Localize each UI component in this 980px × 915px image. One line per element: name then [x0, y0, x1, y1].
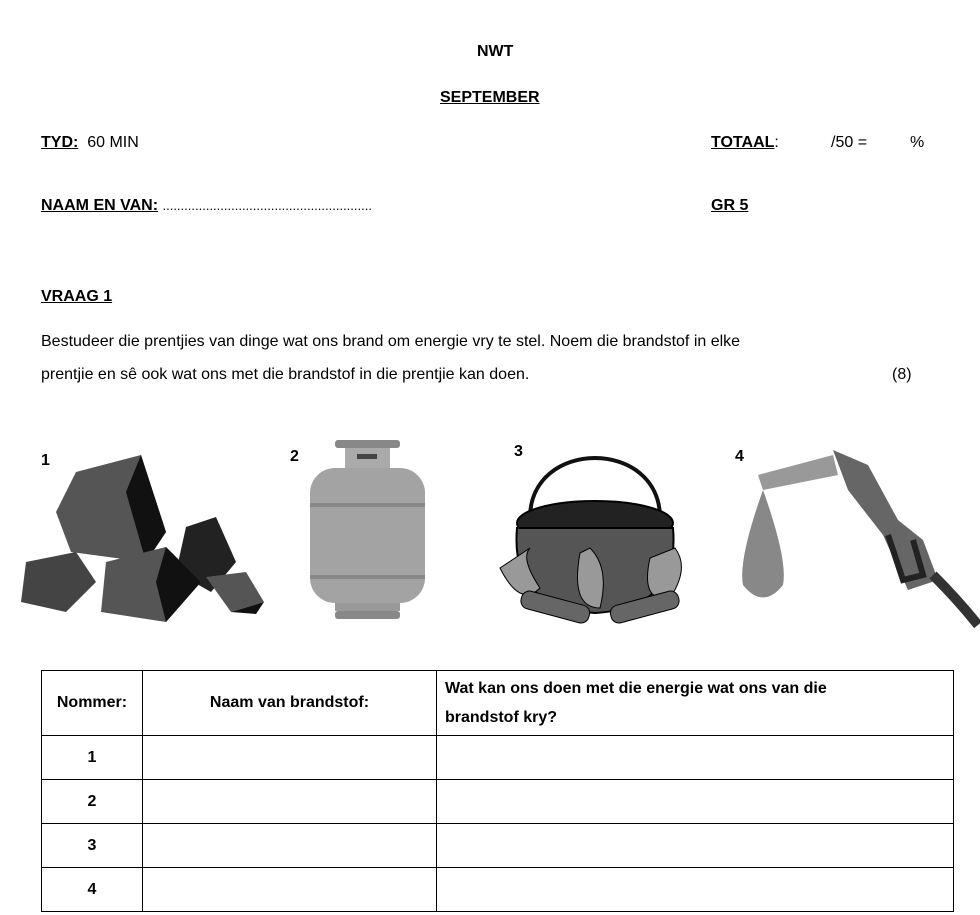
picture-number: 1: [41, 452, 50, 469]
fuel-name-cell[interactable]: [143, 780, 437, 824]
percent-sign: %: [910, 134, 925, 151]
fuel-nozzle-icon: [728, 440, 980, 630]
table-row: [42, 736, 954, 780]
subject-title: NWT: [477, 43, 514, 60]
row-number: 3: [42, 824, 143, 868]
picture-number: 2: [290, 448, 299, 465]
energy-use-cell[interactable]: [437, 736, 954, 780]
row-number: 4: [42, 868, 143, 912]
time-field: [41, 134, 139, 152]
table-row: [42, 868, 954, 912]
question-marks: (8): [892, 366, 912, 383]
table-row: [42, 824, 954, 868]
grade-label: GR 5: [711, 197, 749, 214]
table-row: [42, 780, 954, 824]
header-number: Nommer:: [42, 671, 143, 736]
row-number: 1: [42, 736, 143, 780]
question-title: VRAAG 1: [41, 288, 113, 305]
question-text-line2: prentjie en sê ook wat ons met die brandstof in die prentjie kan doen.: [41, 366, 530, 383]
name-blank[interactable]: ..........................................................: [162, 198, 372, 213]
total-colon: :: [774, 134, 779, 151]
coal-icon: [16, 452, 266, 622]
header-fuel-name: Naam van brandstof:: [143, 671, 437, 736]
total-field: [711, 134, 779, 152]
total-score: /50 =: [831, 134, 868, 151]
fuel-name-cell[interactable]: [143, 736, 437, 780]
row-number: 2: [42, 780, 143, 824]
month-title: SEPTEMBER: [440, 89, 540, 106]
name-field: [41, 197, 372, 215]
header-energy-use-line2: brandstof kry?: [445, 709, 558, 726]
question-text-line1: Bestudeer die prentjies van dinge wat ons brand om energie vry te stel. Noem die brandstof in elke: [41, 333, 741, 350]
header-energy-use-line1: Wat kan ons doen met die energie wat ons van die: [445, 680, 827, 697]
energy-use-cell[interactable]: [437, 868, 954, 912]
table-header-row: [42, 671, 954, 736]
energy-use-cell[interactable]: [437, 780, 954, 824]
header-energy-use: [437, 671, 954, 736]
name-label: NAAM EN VAN:: [41, 197, 159, 214]
total-label: TOTAAL: [711, 134, 775, 151]
fuel-name-cell[interactable]: [143, 824, 437, 868]
pot-over-fire-icon: [490, 438, 705, 633]
picture-number: 3: [514, 443, 523, 460]
answer-table: [41, 670, 954, 912]
fuel-name-cell[interactable]: [143, 868, 437, 912]
gas-cylinder-icon: [305, 438, 425, 623]
picture-number: 4: [735, 448, 744, 465]
time-value: 60 MIN: [87, 134, 139, 151]
time-label: TYD:: [41, 134, 79, 151]
energy-use-cell[interactable]: [437, 824, 954, 868]
